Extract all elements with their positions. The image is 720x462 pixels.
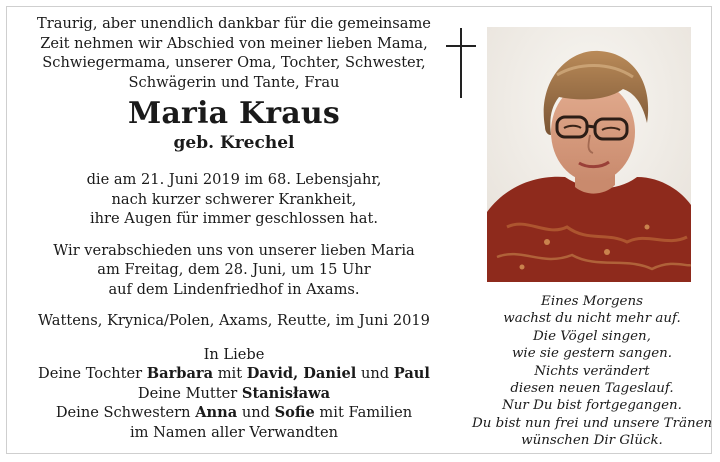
signature-name: Sofie <box>274 404 315 421</box>
signature-block <box>14 345 454 443</box>
signature-name: David, Daniel <box>246 365 357 382</box>
birth-name: geb. Krechel <box>173 133 295 153</box>
death-text <box>14 170 454 229</box>
poem-line: Nichts verändert <box>534 363 650 379</box>
poem-line: wachst du nicht mehr auf. <box>503 311 681 327</box>
signature-name: Barbara <box>146 365 214 382</box>
signature-line-sisters <box>14 403 454 423</box>
intro-line: Schwiegermama, unserer Oma, Tochter, Schwester, <box>42 54 426 71</box>
notice-main-column <box>14 14 454 442</box>
signature-text: Deine Schwestern <box>55 404 196 421</box>
signature-text: und <box>237 404 275 421</box>
farewell-line: auf dem Lindenfriedhof in Axams. <box>108 280 360 298</box>
farewell-line: Wir verabschieden uns von unserer lieben Maria <box>53 241 415 259</box>
farewell-line: am Freitag, dem 28. Juni, um 15 Uhr <box>97 261 371 278</box>
death-line: ihre Augen für immer geschlossen hat. <box>89 210 379 227</box>
intro-text <box>14 14 454 92</box>
poem-line: Eines Morgens <box>541 294 643 309</box>
signature-text: mit <box>213 365 247 382</box>
poem-line: Nur Du bist fortgegangen. <box>502 398 682 414</box>
in-love-line: In Liebe <box>203 345 265 363</box>
death-line: nach kurzer schwerer Krankheit, <box>111 190 357 208</box>
cross-vertical-bar <box>460 28 462 98</box>
cross-icon <box>446 28 476 98</box>
signature-name: Stanisława <box>241 384 331 402</box>
signature-line-relatives: im Namen aller Verwandten <box>129 423 339 441</box>
deceased-name: Maria Kraus <box>128 96 340 131</box>
signature-text: und <box>356 365 394 382</box>
signature-text: mit Familien <box>314 404 413 421</box>
death-line: die am 21. Juni 2019 im 68. Lebensjahr, <box>86 171 382 188</box>
portrait-photo <box>487 27 691 282</box>
poem-line: wie sie gestern sangen. <box>511 346 673 362</box>
poem-line: Du bist nun frei und unsere Tränen <box>472 415 713 431</box>
poem-line: Die Vögel singen, <box>533 328 651 344</box>
poem-line: wünschen Dir Glück. <box>521 433 663 449</box>
signature-line-daughter <box>14 364 454 384</box>
intro-line: Traurig, aber unendlich dankbar für die gemeinsame <box>37 15 431 32</box>
signature-text: Deine Tochter <box>38 365 147 382</box>
farewell-text <box>14 241 454 300</box>
place-date: Wattens, Krynica/Polen, Axams, Reutte, im Juni 2019 <box>38 312 430 329</box>
portrait-illustration <box>487 27 691 282</box>
intro-line: Zeit nehmen wir Abschied von meiner lieben Mama, <box>40 34 428 52</box>
intro-line: Schwägerin und Tante, Frau <box>128 73 340 91</box>
poem <box>472 293 712 450</box>
signature-name: Paul <box>393 365 430 382</box>
signature-text: Deine Mutter <box>137 384 242 402</box>
signature-line-mother <box>14 384 454 404</box>
cross-horizontal-bar <box>446 45 476 47</box>
signature-name: Anna <box>195 404 238 421</box>
poem-line: diesen neuen Tageslauf. <box>510 381 674 397</box>
